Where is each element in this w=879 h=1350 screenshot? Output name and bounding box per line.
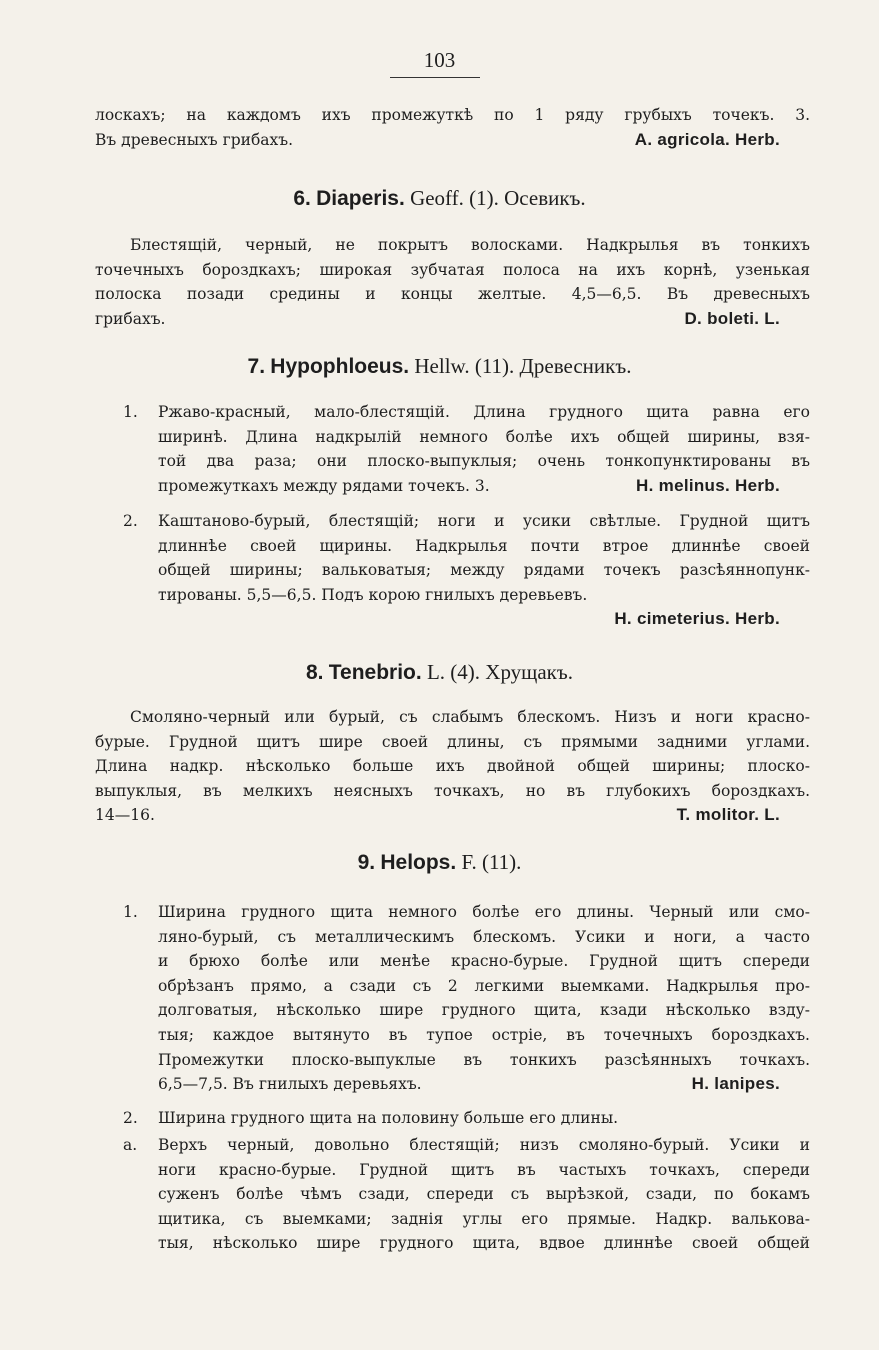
text-line: тыя; каждое вытянуто въ тупое остріе, въ точечныхъ бороздкахъ. xyxy=(158,1025,810,1044)
text-line: Ржаво-красный, мало-блестящій. Длина грудного щита равна его xyxy=(158,403,810,421)
species-name: D. boleti. L. xyxy=(684,308,780,328)
genus-author: F. (11). xyxy=(461,850,522,874)
species-line xyxy=(95,128,810,153)
key-item xyxy=(158,400,810,498)
genus-number: 9. xyxy=(357,851,376,874)
text-line: полоска позади средины и концы желтые. 4,5—6,5. Въ древесныхъ xyxy=(95,285,810,304)
item-number: 1. xyxy=(123,403,138,421)
species-line xyxy=(158,1072,810,1097)
text-line: долговатыя, нѣсколько шире грудного щита, кзади нѣсколько взду- xyxy=(158,1001,810,1020)
text-line: промежуткахъ между рядами точекъ. 3. xyxy=(158,476,490,495)
text-line: Верхъ черный, довольно блестящій; низъ смоляно-бурый. Усики и xyxy=(158,1136,810,1154)
genus-heading xyxy=(0,660,879,685)
genus-author: Geoff. (1). Осевикъ. xyxy=(410,186,586,210)
text-line: Въ древесныхъ грибахъ. xyxy=(95,130,294,149)
text-line: 6,5—7,5. Въ гнилыхъ деревьяхъ. xyxy=(158,1075,422,1094)
species-name: H. lanipes. xyxy=(691,1074,780,1094)
genus-number: 8. xyxy=(306,661,324,684)
intro-paragraph xyxy=(95,103,810,152)
key-item xyxy=(158,900,810,1097)
item-number: 2. xyxy=(123,1109,138,1127)
text-line: Ширина грудного щита на половину больше его длины. xyxy=(158,1109,619,1127)
text-line: бурые. Грудной щитъ шире своей длины, съ прямыми задними углами. xyxy=(95,732,810,751)
text-line: Смоляно-черный или бурый, съ слабымъ блескомъ. Низъ и ноги красно- xyxy=(130,708,810,726)
genus-heading xyxy=(0,354,879,379)
text-line: общей ширины; вальковатыя; между рядами точекъ разсѣяннопунк- xyxy=(158,561,810,580)
key-item xyxy=(158,509,810,632)
text-line: 14—16. xyxy=(95,806,155,825)
text-line: той два раза; они плоско-выпуклыя; очень тонкопунктированы въ xyxy=(158,452,810,471)
genus-description xyxy=(95,233,810,331)
species-line xyxy=(158,607,810,632)
species-name: A. agricola. Herb. xyxy=(634,129,780,149)
text-line: ляно-бурый, съ металлическимъ блескомъ. Усики и ноги, а часто xyxy=(158,927,810,946)
text-line: щитика, съ выемками; заднія углы его прямые. Надкр. вальковa- xyxy=(158,1209,810,1228)
text-line: грибахъ. xyxy=(95,309,166,328)
text-line: Каштаново-бурый, блестящій; ноги и усики свѣтлые. Грудной щитъ xyxy=(158,512,810,530)
genus-author: Hellw. (11). Древесникъ. xyxy=(414,354,632,378)
text-line: Ширина грудного щита немного болѣе его длины. Черный или смо- xyxy=(158,903,810,921)
species-name: T. molitor. L. xyxy=(676,805,780,825)
species-line xyxy=(95,307,810,332)
species-name: H. melinus. Herb. xyxy=(636,475,780,495)
text-line: точечныхъ бороздкахъ; широкая зубчатая полоса на ихъ корнѣ, узенькая xyxy=(95,260,810,279)
text-line: тированы. 5,5—6,5. Подъ корою гнилыхъ деревьевъ. xyxy=(158,585,588,604)
genus-number: 7. xyxy=(247,355,266,378)
text-line: ширинѣ. Длина надкрылій немного болѣе ихъ общей ширины, взя- xyxy=(158,427,810,446)
text-line: длиннѣе своей щирины. Надкрылья почти втрое длиннѣе своей xyxy=(158,536,810,555)
key-item xyxy=(158,1106,810,1131)
text-line: тыя, нѣсколько шире грудного щита, вдвое длиннѣе своей общей xyxy=(158,1234,810,1253)
species-name: H. cimeterius. Herb. xyxy=(614,609,780,629)
text-line: выпуклыя, въ мелкихъ неясныхъ точкахъ, но въ глубокихъ бороздкахъ. xyxy=(95,781,810,800)
genus-name: Diaperis. xyxy=(316,187,405,210)
genus-heading xyxy=(0,850,879,875)
item-number: 1. xyxy=(123,903,138,921)
species-line xyxy=(95,803,810,828)
text-line: ноги красно-бурые. Грудной щитъ въ частыхъ точкахъ, спереди xyxy=(158,1160,810,1179)
genus-description xyxy=(95,705,810,828)
genus-name: Hypophloeus. xyxy=(270,355,410,378)
text-line: Блестящій, черный, не покрытъ волосками. Надкрылья въ тонкихъ xyxy=(130,236,810,254)
item-number: 2. xyxy=(123,512,138,530)
genus-number: 6. xyxy=(293,187,311,210)
text-line: Промежутки плоско-выпуклые въ тонкихъ разсѣянныхъ точкахъ. xyxy=(158,1050,810,1069)
text-line: и брюхо болѣе или менѣе красно-бурые. Грудной щитъ спереди xyxy=(158,952,810,971)
genus-name: Helops. xyxy=(380,851,457,874)
key-item xyxy=(158,1133,810,1256)
page-number: 103 xyxy=(423,48,456,72)
text-line: лоскахъ; на каждомъ ихъ промежуткѣ по 1 ряду грубыхъ точекъ. 3. xyxy=(95,106,810,124)
text-line: суженъ болѣе чѣмъ сзади, спереди съ вырѣзкой, сзади, по бокамъ xyxy=(158,1185,810,1204)
species-line xyxy=(158,474,810,499)
genus-author: L. (4). Хрущакъ. xyxy=(426,660,573,684)
header-rule xyxy=(390,77,480,78)
genus-heading xyxy=(0,186,879,211)
genus-name: Tenebrio. xyxy=(328,661,422,684)
text-line: обрѣзанъ прямо, а сзади съ 2 легкими выемками. Надкрылья про- xyxy=(158,976,810,995)
item-number: a. xyxy=(123,1136,138,1154)
text-line: Длина надкр. нѣсколько больше ихъ двойной общей ширины; плоско- xyxy=(95,757,810,776)
